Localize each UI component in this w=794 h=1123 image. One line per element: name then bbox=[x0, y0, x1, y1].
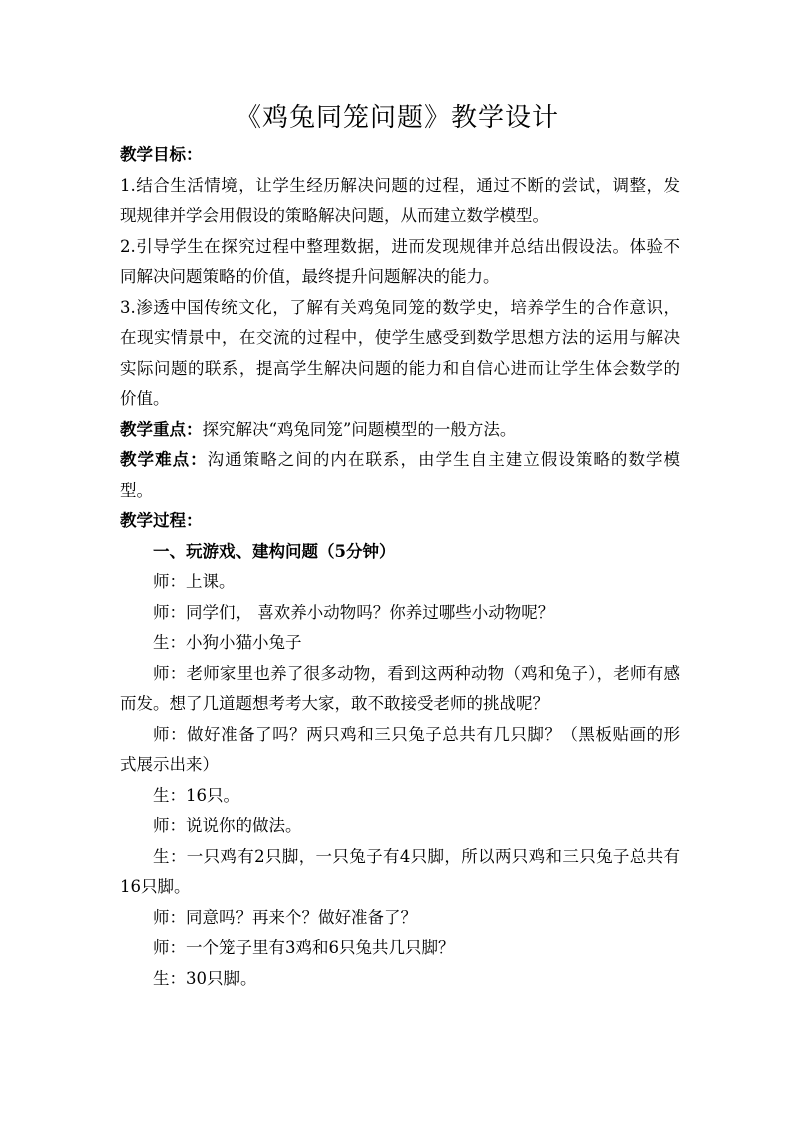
dialogue-line: 师：说说你的做法。 bbox=[153, 816, 302, 835]
document-title: 《鸡兔同笼问题》教学设计 bbox=[234, 103, 559, 133]
dialogue-line: 生：小狗小猫小兔子 bbox=[153, 633, 302, 652]
key-point-paragraph bbox=[120, 415, 680, 446]
goals-heading: 教学目标： bbox=[120, 145, 203, 164]
dialogue-line: 生：一只鸡有2只脚，一只兔子有4只脚，所以两只鸡和三只兔子总共有16只脚。 bbox=[120, 846, 680, 896]
dialogue-line: 师：老师家里也养了很多动物，看到这两种动物（鸡和兔子），老师有感而发。想了几道题想考考大家，敢不敢接受老师的挑战呢？ bbox=[120, 663, 680, 713]
dialogue-line: 师：上课。 bbox=[153, 572, 236, 591]
goal-item: 1.结合生活情境，让学生经历解决问题的过程，通过不断的尝试，调整，发现规律并学会用假设的策略解决问题，从而建立数学模型。 bbox=[120, 175, 680, 225]
document-body bbox=[120, 140, 680, 994]
section-heading: 一、玩游戏、建构问题（5分钟） bbox=[153, 541, 396, 561]
goal-item: 3.渗透中国传统文化，了解有关鸡兔同笼的数学史，培养学生的合作意识，在现实情景中，在交流的过程中，使学生感受到数学思想方法的运用与解决实际问题的联系，提高学生解决问题的能力和自信心进而让学生体会数学的价值。 bbox=[120, 297, 680, 408]
difficulty-paragraph bbox=[120, 445, 680, 506]
key-point-text: 探究解决“鸡兔同笼”问题模型的一般方法。 bbox=[202, 419, 517, 439]
key-point-label: 教学重点： bbox=[120, 419, 203, 439]
dialogue-line: 师：做好准备了吗？两只鸡和三只兔子总共有几只脚？（黑板贴画的形式展示出来） bbox=[120, 724, 680, 774]
difficulty-text: 沟通策略之间的内在联系，由学生自主建立假设策略的数学模型。 bbox=[120, 450, 681, 500]
dialogue-line: 生：16只。 bbox=[153, 785, 240, 805]
dialogue-line: 师：同意吗？再来个？做好准备了？ bbox=[153, 907, 417, 927]
dialogue-line: 师：同学们， 喜欢养小动物吗？你养过哪些小动物呢？ bbox=[153, 602, 555, 622]
dialogue-line: 师：一个笼子里有3鸡和6只兔共几只脚？ bbox=[153, 938, 455, 957]
difficulty-label: 教学难点： bbox=[120, 450, 208, 469]
goal-item: 2.引导学生在探究过程中整理数据，进而发现规律并总结出假设法。体验不同解决问题策略的价值，最终提升问题解决的能力。 bbox=[120, 236, 680, 286]
process-heading: 教学过程： bbox=[120, 511, 203, 530]
dialogue-line: 生：30只脚。 bbox=[153, 968, 257, 988]
